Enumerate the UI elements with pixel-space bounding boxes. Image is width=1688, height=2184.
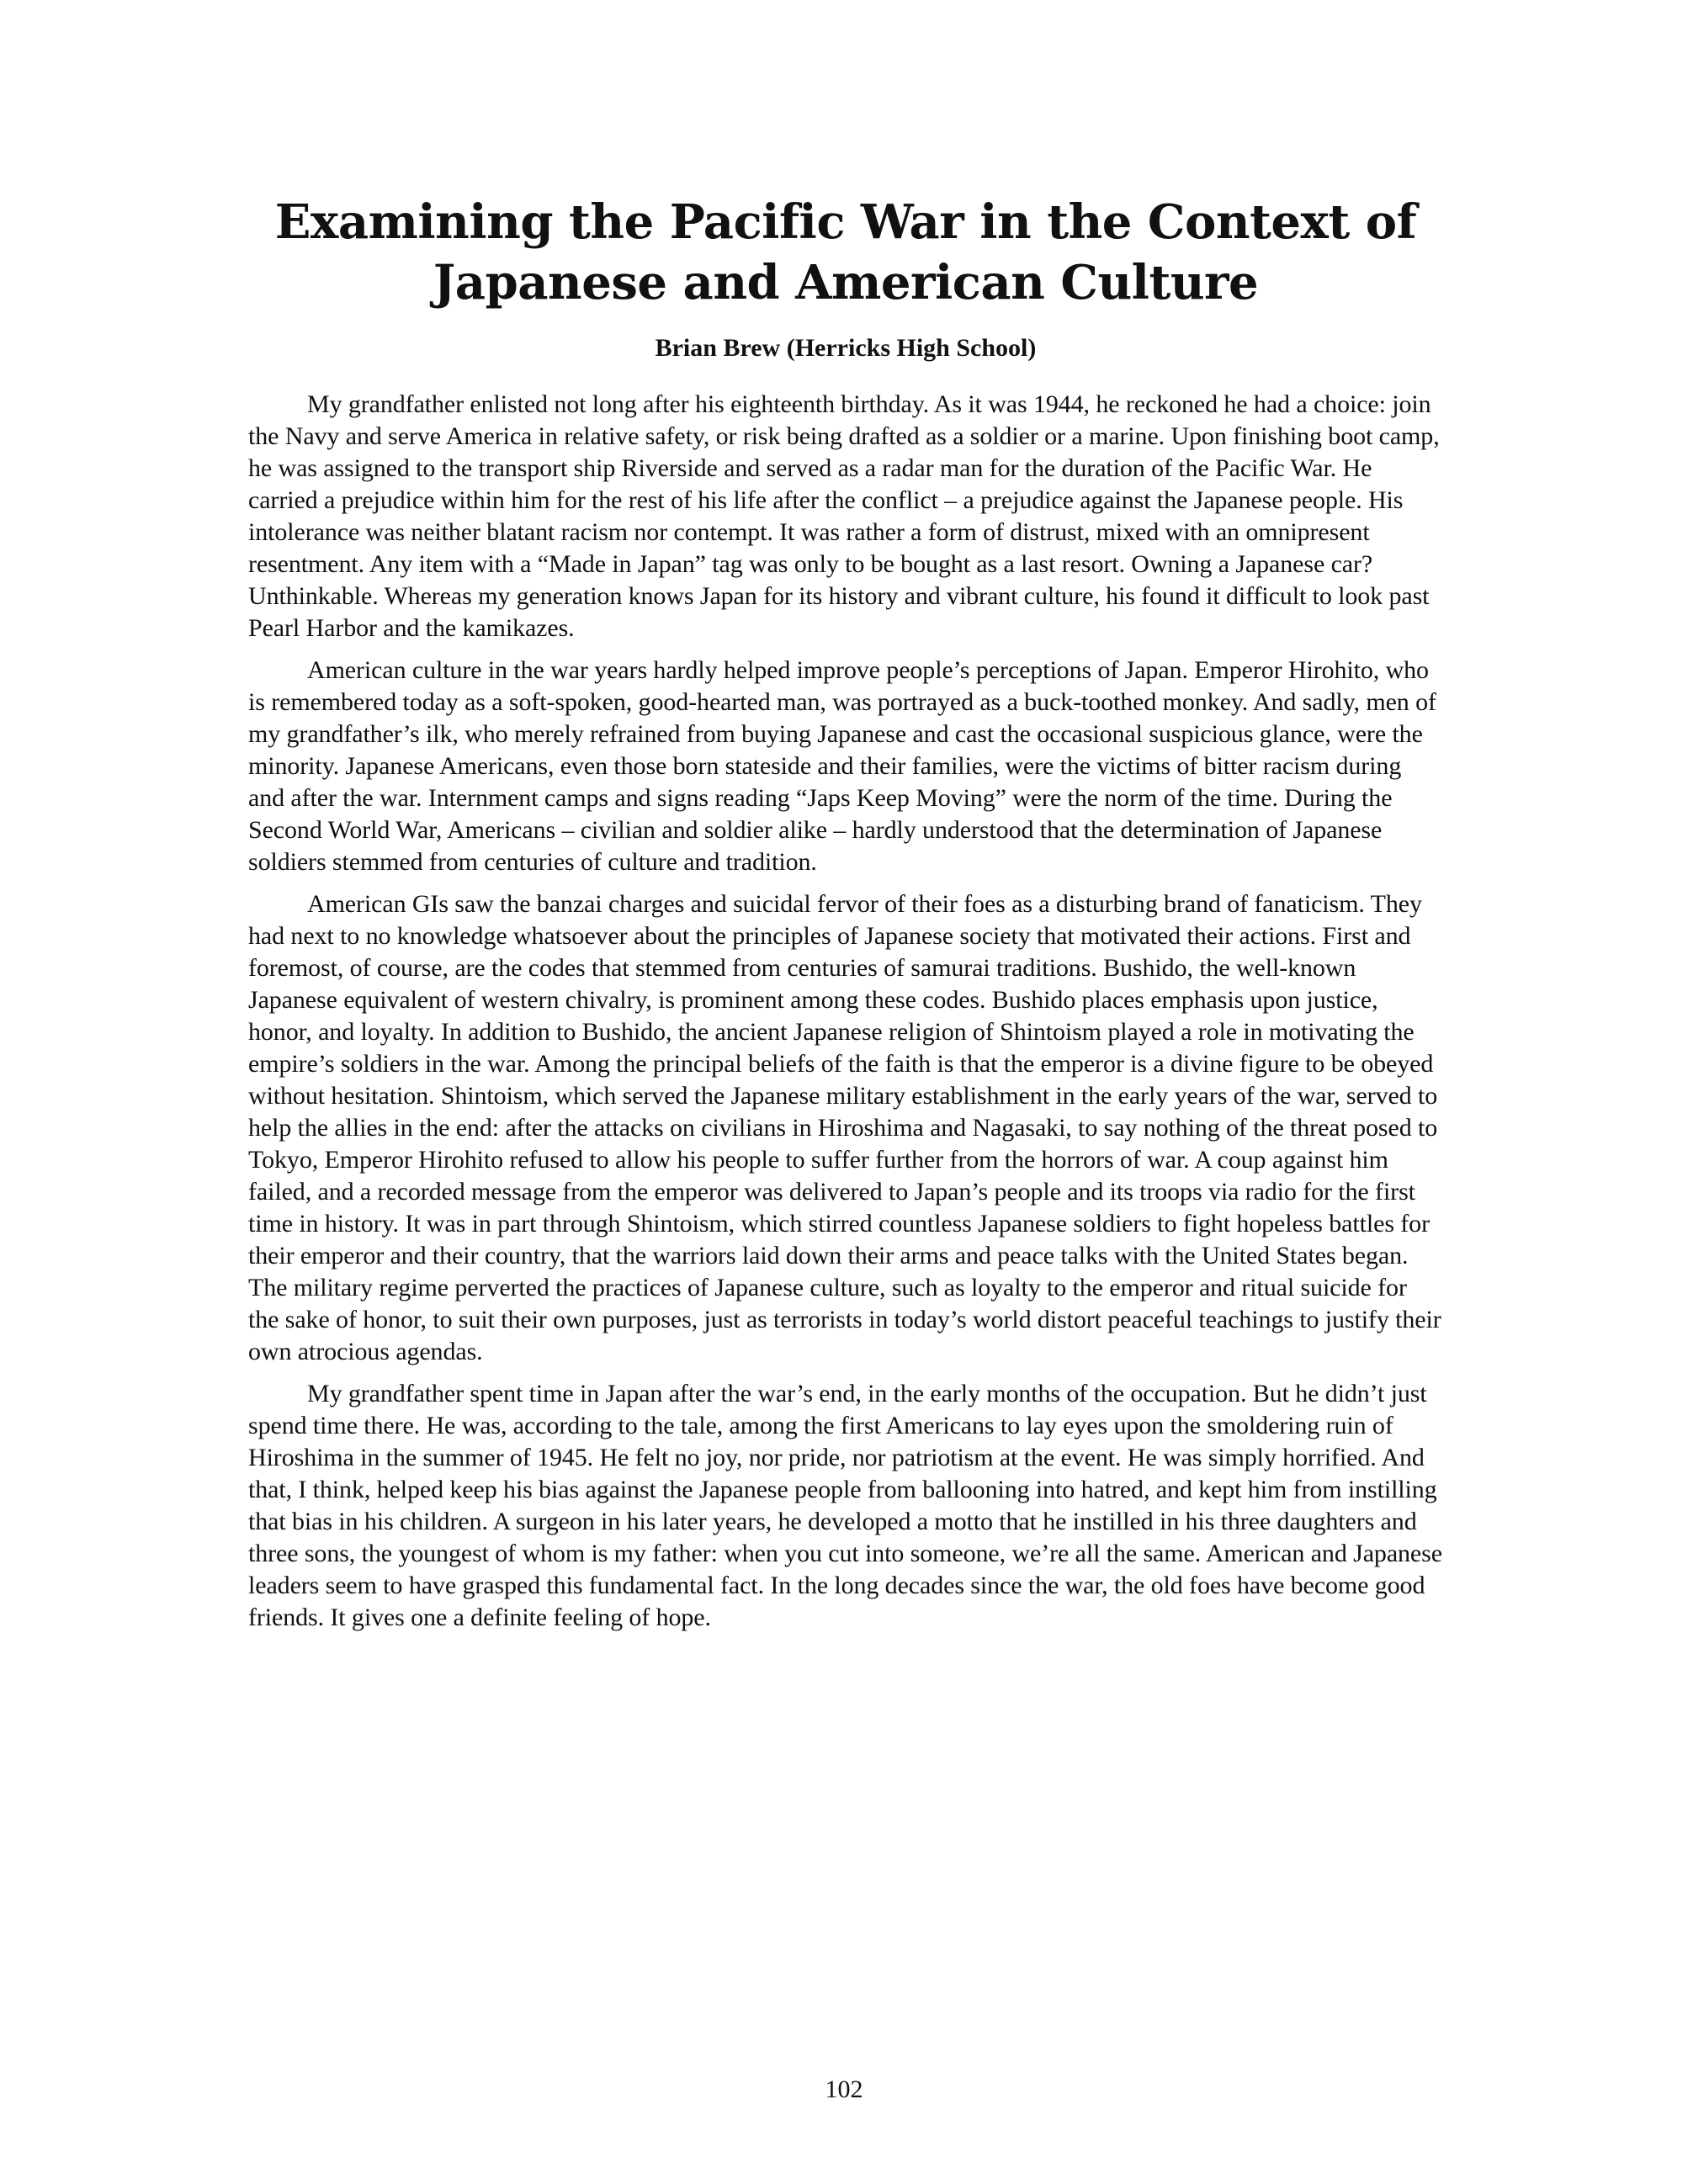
article-title: Examining the Pacific War in the Context of Japanese and American Culture: [274, 194, 1417, 310]
article: [248, 192, 1443, 1644]
body-paragraph-4: My grandfather spent time in Japan after the war’s end, in the early months of the occupation. But he didn’t just spend time there. He was, according to the tale, among the first Americans to lay eyes upon the smoldering ruin of Hiroshima in the summer of 1945. He felt no joy, nor pride, nor patriotism at the event. He was simply horrified. And that, I think, helped keep his bias against the Japanese people from ballooning into hatred, and kept him from instilling that bias in his children. A surgeon in his later years, he developed a motto that he instilled in his three daughters and three sons, the youngest of whom is my father: when you cut into someone, we’re all the same. American and Japanese leaders seem to have grasped this fundamental fact. In the long decades since the war, the old foes have become good friends. It gives one a definite feeling of hope.: [248, 1380, 1442, 1631]
body-paragraph-3: American GIs saw the banzai charges and suicidal fervor of their foes as a disturbing brand of fanaticism. They had next to no knowledge whatsoever about the principles of Japanese society that motivated their actions. First and foremost, of course, are the codes that stemmed from centuries of samurai traditions. Bushido, the well-known Japanese equivalent of western chivalry, is prominent among these codes. Bushido places emphasis upon justice, honor, and loyalty. In addition to Bushido, the ancient Japanese religion of Shintoism played a role in motivating the empire’s soldiers in the war. Among the principal beliefs of the faith is that the emperor is a divine figure to be obeyed without hesitation. Shintoism, which served the Japanese military establishment in the early years of the war, served to help the allies in the end: after the attacks on civilians in Hiroshima and Nagasaki, to say nothing of the threat posed to Tokyo, Emperor Hirohito refused to allow his people to suffer further from the horrors of war. A coup against him failed, and a recorded message from the emperor was delivered to Japan’s people and its troops via radio for the first time in history. It was in part through Shintoism, which stirred countless Japanese soldiers to fight hopeless battles for their emperor and their country, that the warriors laid down their arms and peace talks with the United States began. The military regime perverted the practices of Japanese culture, such as loyalty to the emperor and ritual suicide for the sake of honor, to suit their own purposes, just as terrorists in today’s world distort peaceful teachings to justify their own atrocious agendas.: [248, 890, 1441, 1365]
body-paragraph-2: American culture in the war years hardly helped improve people’s perceptions of Japan. Emperor Hirohito, who is remembered today as a soft-spoken, good-hearted man, was portrayed as a buck-toothed monkey. And sadly, men of my grandfather’s ilk, who merely refrained from buying Japanese and cast the occasional suspicious glance, were the minority. Japanese Americans, even those born stateside and their families, were the victims of bitter racism during and after the war. Internment camps and signs reading “Japs Keep Moving” were the norm of the time. During the Second World War, Americans – civilian and soldier alike – hardly understood that the determination of Japanese soldiers stemmed from centuries of culture and tradition.: [248, 656, 1436, 876]
article-author: Brian Brew (Herricks High School): [655, 334, 1037, 362]
page-number: 102: [825, 2075, 863, 2103]
body-paragraph-1: My grandfather enlisted not long after his eighteenth birthday. As it was 1944, he reckoned he had a choice: join the Navy and serve America in relative safety, or risk being drafted as a soldier or a marine. Upon finishing boot camp, he was assigned to the transport ship Riverside and served as a radar man for the duration of the Pacific War. He carried a prejudice within him for the rest of his life after the conflict – a prejudice against the Japanese people. His intolerance was neither blatant racism nor contempt. It was rather a form of distrust, mixed with an omnipresent resentment. Any item with a “Made in Japan” tag was only to be bought as a last resort. Owning a Japanese car? Unthinkable. Whereas my generation knows Japan for its history and vibrant culture, his found it difficult to look past Pearl Harbor and the kamikazes.: [248, 390, 1440, 642]
